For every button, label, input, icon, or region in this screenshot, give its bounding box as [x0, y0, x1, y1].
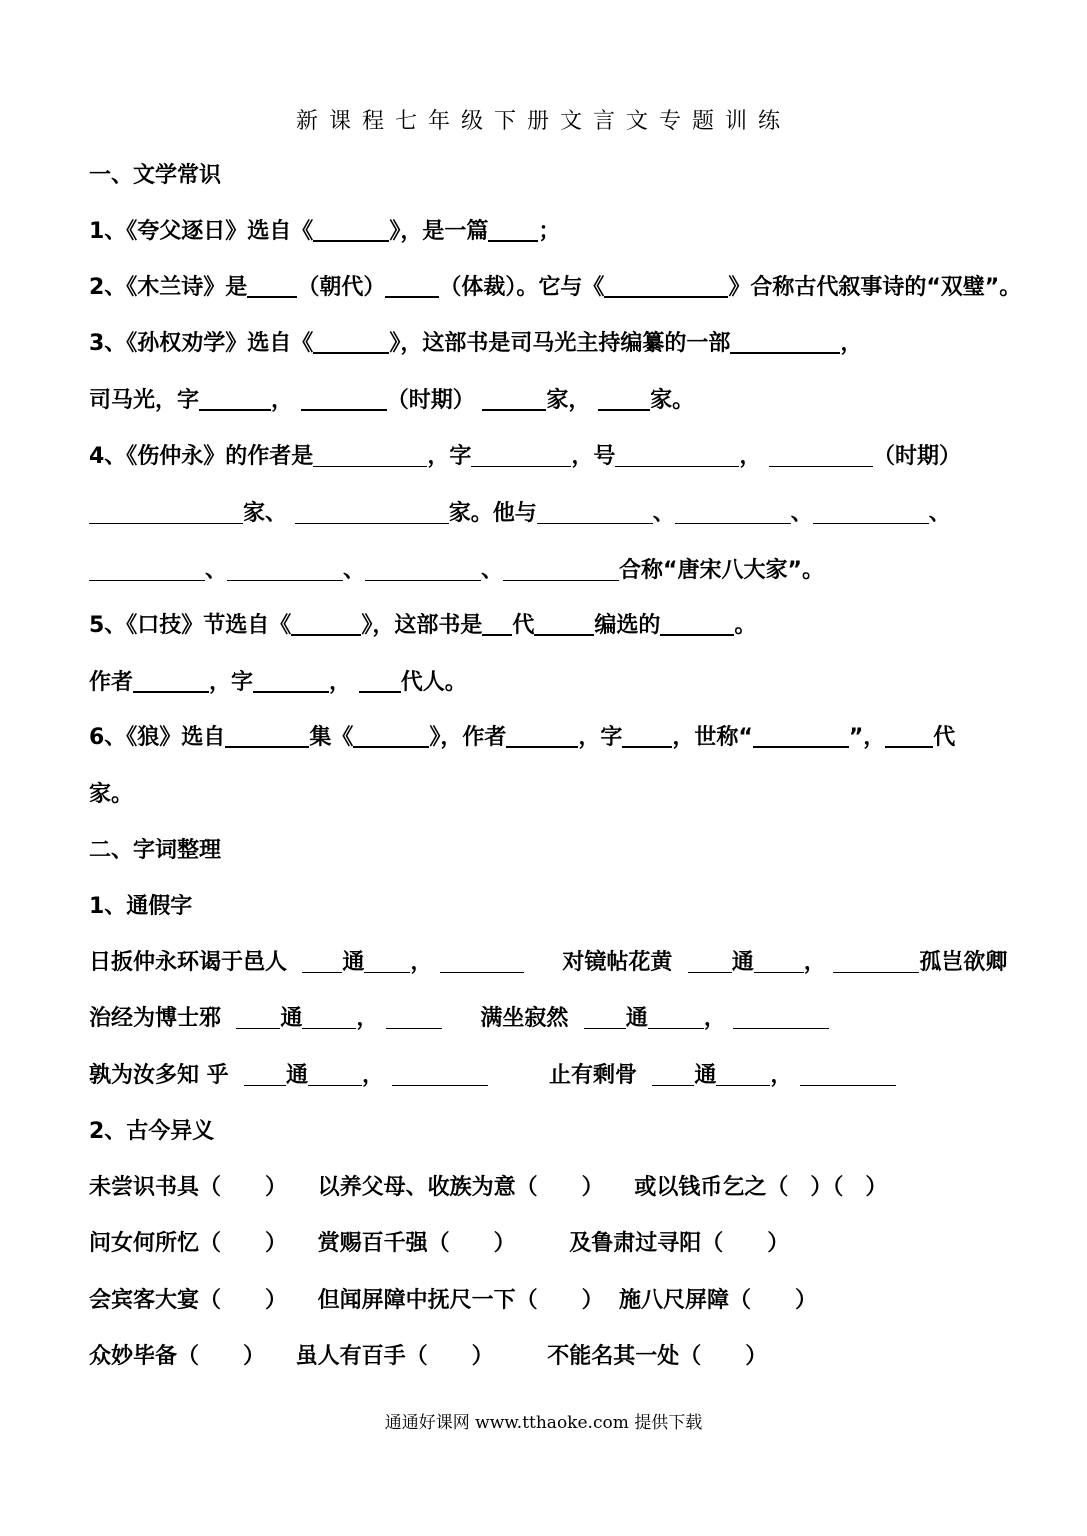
- tj-phrase: 满坐寂然: [480, 1006, 569, 1031]
- answer-blank[interactable]: [769, 444, 873, 467]
- q3b-text: 家，: [546, 388, 591, 413]
- section-heading-vocabulary: 二、字词整理: [89, 838, 222, 863]
- q5b-text: ，字: [209, 670, 254, 695]
- answer-blank[interactable]: [648, 1006, 704, 1029]
- q6-text: ”，: [848, 725, 886, 750]
- q2-text: 》合称古代叙事诗的“双璧”。: [728, 275, 1022, 300]
- answer-blank[interactable]: [584, 1006, 626, 1029]
- answer-blank[interactable]: [225, 724, 309, 748]
- question-6: [89, 723, 955, 753]
- q5-text: 编选的: [594, 613, 661, 638]
- q4c-text: 、: [481, 558, 504, 583]
- tj-phrase: 止有剩骨: [548, 1063, 637, 1088]
- answer-blank[interactable]: [488, 218, 538, 242]
- answer-blank[interactable]: [675, 501, 791, 524]
- answer-blank[interactable]: [730, 330, 840, 354]
- gj-item: 但闻屏障中抚尺一下（ ）: [317, 1288, 604, 1313]
- q4-text: ，字: [427, 444, 472, 469]
- q2-text: （体裁）。它与《: [439, 275, 605, 300]
- comma: ，: [703, 1006, 726, 1031]
- q3-text: 3、《孙权劝学》选自《: [89, 331, 314, 356]
- gj-item: 以养父母、收族为意（ ）: [317, 1175, 604, 1200]
- answer-blank[interactable]: [733, 1006, 829, 1029]
- q6-text: 6、《狼》选自: [89, 725, 226, 750]
- tong-label: 通: [694, 1063, 717, 1088]
- gj-item: 不能名其一处（ ）: [547, 1344, 768, 1369]
- question-3: [89, 329, 862, 359]
- answer-blank[interactable]: [359, 669, 401, 693]
- tongjiazi-row-3: [89, 1061, 896, 1091]
- answer-blank[interactable]: [313, 444, 427, 467]
- q4b-text: 、: [790, 501, 813, 526]
- question-4-continued-2: [89, 556, 824, 586]
- answer-blank[interactable]: [534, 612, 594, 636]
- q4c-text: 、: [205, 558, 228, 583]
- answer-blank[interactable]: [813, 501, 929, 524]
- answer-blank[interactable]: [652, 1063, 694, 1086]
- subheading-tongjiazi: 1、通假字: [89, 894, 193, 919]
- answer-blank[interactable]: [471, 444, 571, 467]
- gj-item: 问女何所忆（ ）: [89, 1231, 288, 1256]
- gj-item: 众妙毕备（ ）: [89, 1344, 266, 1369]
- q3b-text: 司马光，字: [89, 388, 200, 413]
- answer-blank[interactable]: [89, 501, 243, 524]
- answer-blank[interactable]: [885, 724, 933, 748]
- answer-blank[interactable]: [604, 274, 728, 298]
- answer-blank[interactable]: [301, 387, 387, 411]
- answer-blank[interactable]: [440, 950, 524, 973]
- tj-phrase: 治经为博士邪: [89, 1006, 222, 1031]
- q4b-text: 家。他与: [448, 501, 537, 526]
- q6-text: ，世称“: [672, 725, 753, 750]
- answer-blank[interactable]: [800, 1063, 896, 1086]
- q4-text: ，号: [571, 444, 616, 469]
- q4b-text: 、: [928, 501, 951, 526]
- question-3-continued: [89, 386, 694, 416]
- subheading-gujin-yiyi: 2、古今异义: [89, 1119, 215, 1144]
- gj-item: 赏赐百千强（ ）: [317, 1231, 516, 1256]
- answer-blank[interactable]: [754, 950, 804, 973]
- comma: ，: [362, 1063, 385, 1088]
- q4b-text: 、: [652, 501, 675, 526]
- question-5-continued: [89, 668, 467, 698]
- answer-blank[interactable]: [365, 558, 481, 581]
- q2-text: 2、《木兰诗》是: [89, 275, 248, 300]
- answer-blank[interactable]: [506, 724, 578, 748]
- q3-text: 》，这部书是司马光主持编纂的一部: [389, 331, 731, 356]
- answer-blank[interactable]: [503, 558, 619, 581]
- answer-blank[interactable]: [598, 387, 650, 411]
- answer-blank[interactable]: [353, 724, 429, 748]
- q5b-text: 代人。: [400, 670, 467, 695]
- answer-blank[interactable]: [199, 387, 271, 411]
- tong-label: 通: [731, 950, 754, 975]
- tong-label: 通: [286, 1063, 309, 1088]
- answer-blank[interactable]: [313, 330, 389, 354]
- answer-blank[interactable]: [622, 724, 672, 748]
- answer-blank[interactable]: [660, 612, 734, 636]
- gj-item: 未尝识书具（ ）: [89, 1175, 288, 1200]
- tongjiazi-row-1: [89, 948, 1007, 978]
- answer-blank[interactable]: [133, 669, 209, 693]
- answer-blank[interactable]: [308, 1063, 362, 1086]
- q3b-text: ，: [271, 388, 294, 413]
- answer-blank[interactable]: [302, 950, 342, 973]
- q5-text: 》，这部书是: [361, 613, 483, 638]
- answer-blank[interactable]: [833, 950, 919, 973]
- question-4-continued: [89, 499, 951, 529]
- q4c-text: 合称“唐宋八大家”。: [619, 558, 824, 583]
- q3-text: ，: [840, 331, 863, 356]
- q5-text: 。: [734, 613, 757, 638]
- answer-blank[interactable]: [688, 950, 732, 973]
- gj-item: 会宾客大宴（ ）: [89, 1288, 288, 1313]
- answer-blank[interactable]: [537, 501, 653, 524]
- tong-label: 通: [342, 950, 365, 975]
- answer-blank[interactable]: [482, 387, 546, 411]
- q3b-text: （时期）: [386, 388, 475, 413]
- answer-blank[interactable]: [89, 558, 205, 581]
- comma: ，: [803, 950, 826, 975]
- answer-blank[interactable]: [386, 1006, 442, 1029]
- q1-text: 》，是一篇: [389, 219, 489, 244]
- answer-blank[interactable]: [247, 274, 297, 298]
- answer-blank[interactable]: [615, 444, 739, 467]
- answer-blank[interactable]: [244, 1063, 286, 1086]
- gj-item: 或以钱币乞之（ ）（ ）: [634, 1175, 888, 1200]
- q5-text: 代: [512, 613, 535, 638]
- tongjiazi-row-2: [89, 1004, 829, 1034]
- answer-blank[interactable]: [313, 218, 389, 242]
- tj-phrase: 孤岂欲卿: [919, 950, 1008, 975]
- q1-text: ；: [538, 219, 561, 244]
- question-1: [89, 217, 560, 247]
- comma: ，: [356, 1006, 379, 1031]
- q4-text: 4、《伤仲永》的作者是: [89, 444, 314, 469]
- gj-item: 虽人有百手（ ）: [295, 1344, 494, 1369]
- q5-text: 5、《口技》节选自《: [89, 613, 292, 638]
- comma: ，: [770, 1063, 793, 1088]
- download-footer: 通通好课网 www.tthaoke.com 提供下载: [384, 1413, 703, 1433]
- q4b-text: 家、: [243, 501, 288, 526]
- q5b-text: ，: [329, 670, 352, 695]
- answer-blank[interactable]: [482, 612, 512, 636]
- question-6-continued: 家。: [89, 782, 134, 807]
- gujin-row-4: [89, 1342, 767, 1372]
- tong-label: 通: [625, 1006, 648, 1031]
- section-heading-literature: 一、文学常识: [89, 163, 222, 188]
- answer-blank[interactable]: [716, 1063, 770, 1086]
- answer-blank[interactable]: [753, 724, 849, 748]
- gujin-row-3: [89, 1286, 817, 1316]
- gj-item: 及鲁肃过寻阳（ ）: [569, 1231, 790, 1256]
- gujin-row-1: [89, 1173, 887, 1203]
- q6-text: ，字: [578, 725, 623, 750]
- q4-text: ，: [739, 444, 762, 469]
- question-5: [89, 611, 756, 641]
- q4-text: （时期）: [873, 444, 962, 469]
- q6-text: 》，作者: [429, 725, 507, 750]
- answer-blank[interactable]: [227, 558, 343, 581]
- answer-blank[interactable]: [364, 950, 410, 973]
- tong-label: 通: [280, 1006, 303, 1031]
- answer-blank[interactable]: [291, 612, 361, 636]
- comma: ，: [410, 950, 433, 975]
- gj-item: 施八尺屏障（ ）: [619, 1288, 818, 1313]
- tj-phrase: 孰为汝多知 乎: [89, 1063, 229, 1088]
- answer-blank[interactable]: [236, 1006, 280, 1029]
- tj-phrase: 日扳仲永环谒于邑人: [89, 950, 288, 975]
- answer-blank[interactable]: [392, 1063, 488, 1086]
- q6-text: 集《: [309, 725, 354, 750]
- answer-blank[interactable]: [253, 669, 329, 693]
- answer-blank[interactable]: [295, 501, 449, 524]
- q6-text: 代: [933, 725, 956, 750]
- q4c-text: 、: [343, 558, 366, 583]
- q1-text: 1、《夸父逐日》选自《: [89, 219, 314, 244]
- q3b-text: 家。: [650, 388, 695, 413]
- page-title: 新课程七年级下册文言文专题训练: [295, 109, 791, 134]
- answer-blank[interactable]: [385, 274, 439, 298]
- q2-text: （朝代）: [297, 275, 386, 300]
- q5b-text: 作者: [89, 670, 134, 695]
- tj-phrase: 对镜帖花黄: [562, 950, 673, 975]
- question-4: [89, 442, 961, 472]
- answer-blank[interactable]: [302, 1006, 356, 1029]
- gujin-row-2: [89, 1229, 789, 1259]
- question-2: [89, 273, 1021, 303]
